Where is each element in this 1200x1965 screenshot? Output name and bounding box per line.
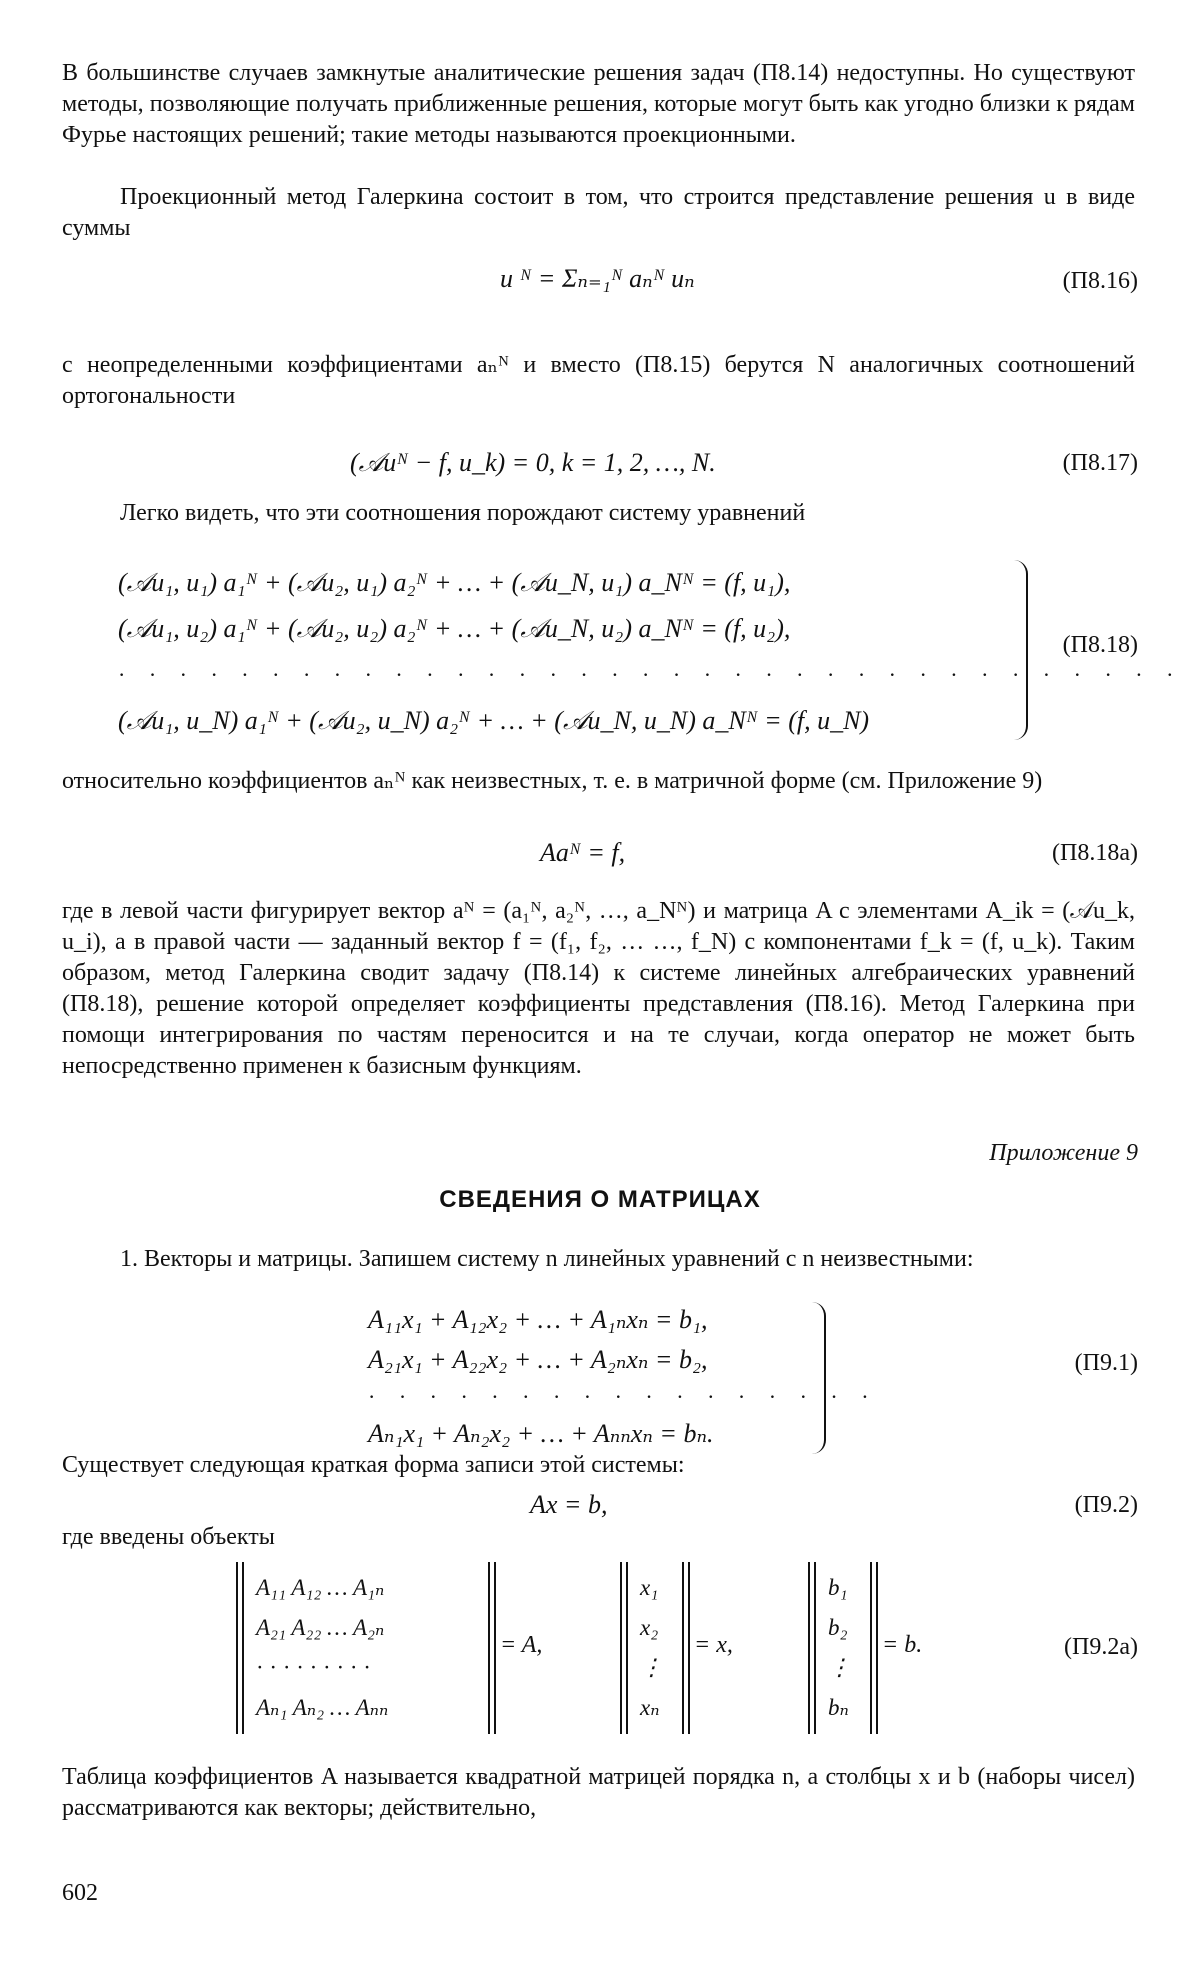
system-p9-1-row: A₂₁x₁ + A₂₂x₂ + … + A₂ₙxₙ = b₂, (368, 1345, 708, 1374)
system-p8-18-row: (𝒜u₁, u_N) a₁ᴺ + (𝒜u₂, u_N) a₂ᴺ + … + (𝒜u_N, u_N) a_Nᴺ = (f, u_N) (118, 706, 870, 735)
system-p9-1-row: A₁₁x₁ + A₁₂x₂ + … + A₁ₙxₙ = b₁, (368, 1305, 708, 1334)
section-title: СВЕДЕНИЯ О МАТРИЦАХ (439, 1186, 761, 1213)
vector-x-label: = x, (694, 1632, 733, 1658)
equation-p8-16 (0, 240, 1200, 330)
equation-p9-2a-number: (П9.2а) (1064, 1634, 1138, 1660)
paragraph-short-form: Существует следующая краткая форма записи этой системы: (62, 1452, 685, 1478)
system-p9-1-rows (368, 1300, 878, 1454)
system-p9-1-brace (810, 1302, 826, 1454)
vector-x-left-bar (620, 1562, 628, 1734)
paragraph-orthogonality: с неопределенными коэффициентами aₙᴺ и вместо (П8.15) берутся N аналогичных соотношений ортогональности (62, 352, 1135, 409)
paragraph-matrix-form: относительно коэффициентов aₙᴺ как неизвестных, т. е. в матричной форме (см. Приложение 9) (62, 768, 1043, 794)
system-p8-18-brace (1012, 560, 1028, 740)
vector-b-left-bar (808, 1562, 816, 1734)
vector-b (808, 1562, 878, 1734)
system-p9-1-row: Aₙ₁x₁ + Aₙ₂x₂ + … + Aₙₙxₙ = bₙ. (368, 1419, 714, 1448)
matrix-A-dots: · · · · · · · · · (256, 1655, 371, 1680)
vector-b-vdots: ⋮ (828, 1655, 851, 1680)
matrix-A-left-bar (236, 1562, 244, 1734)
paragraph-objects-intro: где введены объекты (62, 1524, 275, 1550)
paragraph-vectors-matrices: 1. Векторы и матрицы. Запишем систему n линейных уравнений с n неизвестными: (120, 1246, 974, 1272)
equation-p8-17-number: (П8.17) (1062, 450, 1138, 476)
system-p8-18-number: (П8.18) (1062, 632, 1138, 658)
paragraph-projection-methods: В большинстве случаев замкнутые аналитические решения задач (П8.14) недоступны. Но существуют методы, позволяющие получать приближенные решения, которые могут быть как угодно близки к рядам Фурье настоящих решений; такие методы называются проекционными. (62, 60, 1135, 148)
equation-p8-18a (0, 836, 1200, 876)
vector-x-right-bar (682, 1562, 690, 1734)
matrix-A (236, 1562, 496, 1734)
matrix-A-row: Aₙ₁ Aₙ₂ … Aₙₙ (256, 1695, 389, 1720)
vector-x-cells (640, 1568, 663, 1728)
system-p9-1-dots: · · · · · · · · · · · · · · · · · (368, 1384, 878, 1409)
matrix-A-row: A₁₁ A₁₂ … A₁ₙ (256, 1575, 385, 1600)
vector-b-label: = b. (882, 1632, 923, 1658)
equation-p8-16-body: u ᴺ = Σₙ₌₁ᴺ aₙᴺ uₙ (500, 264, 695, 293)
matrix-A-label: = A, (500, 1632, 543, 1658)
equation-p9-2-number: (П9.2) (1074, 1492, 1138, 1518)
vector-x-vdots: ⋮ (640, 1655, 663, 1680)
matrix-A-cells (256, 1568, 388, 1728)
paragraph-system-intro: Легко видеть, что эти соотношения порождают систему уравнений (120, 500, 806, 526)
vector-x-row: xₙ (640, 1695, 660, 1720)
system-p9-1-number: (П9.1) (1074, 1350, 1138, 1376)
equation-p8-17-body: (𝒜uᴺ − f, u_k) = 0, k = 1, 2, …, N. (350, 448, 716, 477)
paragraph-galerkin-summary: где в левой части фигурирует вектор aᴺ = (a₁ᴺ, a₂ᴺ, …, a_Nᴺ) и матрица A с элементами A_ik = (𝒜u_k, u_i), а в правой части — заданный вектор f = (f₁, f₂, … …, f_N) с компонентами f_k = (f, u_k). Таким образом, метод Галеркина сводит задачу (П8.14) к системе линейных алгебраических уравнений (П8.18), решение которой определяет коэффициенты представления (П8.16). Метод Галеркина при помощи интегрирования по частям переносится и на те случаи, когда оператор не может быть непосредственно применен к базисным функциям. (62, 898, 1135, 1079)
system-p8-18-row: (𝒜u₁, u₁) a₁ᴺ + (𝒜u₂, u₁) a₂ᴺ + … + (𝒜u_N, u₁) a_Nᴺ = (f, u₁), (118, 568, 791, 597)
equation-p8-18a-number: (П8.18а) (1052, 840, 1138, 866)
appendix-label: Приложение 9 (989, 1140, 1138, 1166)
matrix-A-right-bar (488, 1562, 496, 1734)
vector-x-row: x₁ (640, 1575, 659, 1600)
equation-p8-18a-body: Aaᴺ = f, (540, 838, 626, 867)
vector-x-row: x₂ (640, 1615, 659, 1640)
vector-b-cells (828, 1568, 851, 1728)
paragraph-matrix-definition: Таблица коэффициентов A называется квадратной матрицей порядка n, а столбцы x и b (наборы чисел) рассматриваются как векторы; действительно, (62, 1764, 1135, 1821)
vector-b-right-bar (870, 1562, 878, 1734)
vector-b-row: b₁ (828, 1575, 848, 1600)
vector-x (620, 1562, 690, 1734)
equation-p9-2-body: Ax = b, (530, 1490, 608, 1519)
system-p8-18-row: (𝒜u₁, u₂) a₁ᴺ + (𝒜u₂, u₂) a₂ᴺ + … + (𝒜u_N, u₂) a_Nᴺ = (f, u₂), (118, 614, 791, 643)
vector-b-row: b₂ (828, 1615, 848, 1640)
matrix-A-row: A₂₁ A₂₂ … A₂ₙ (256, 1615, 385, 1640)
equation-p8-16-number: (П8.16) (1062, 268, 1138, 294)
page-number: 602 (62, 1880, 98, 1906)
paragraph-galerkin-method: Проекционный метод Галеркина состоит в том, что строится представление решения u в виде суммы (62, 184, 1135, 241)
system-p8-18-dots: · · · · · · · · · · · · · · · · · · · · · · · · · · · · · · · · · · · (118, 662, 1183, 687)
vector-b-row: bₙ (828, 1695, 849, 1720)
equation-p8-17 (0, 446, 1200, 486)
